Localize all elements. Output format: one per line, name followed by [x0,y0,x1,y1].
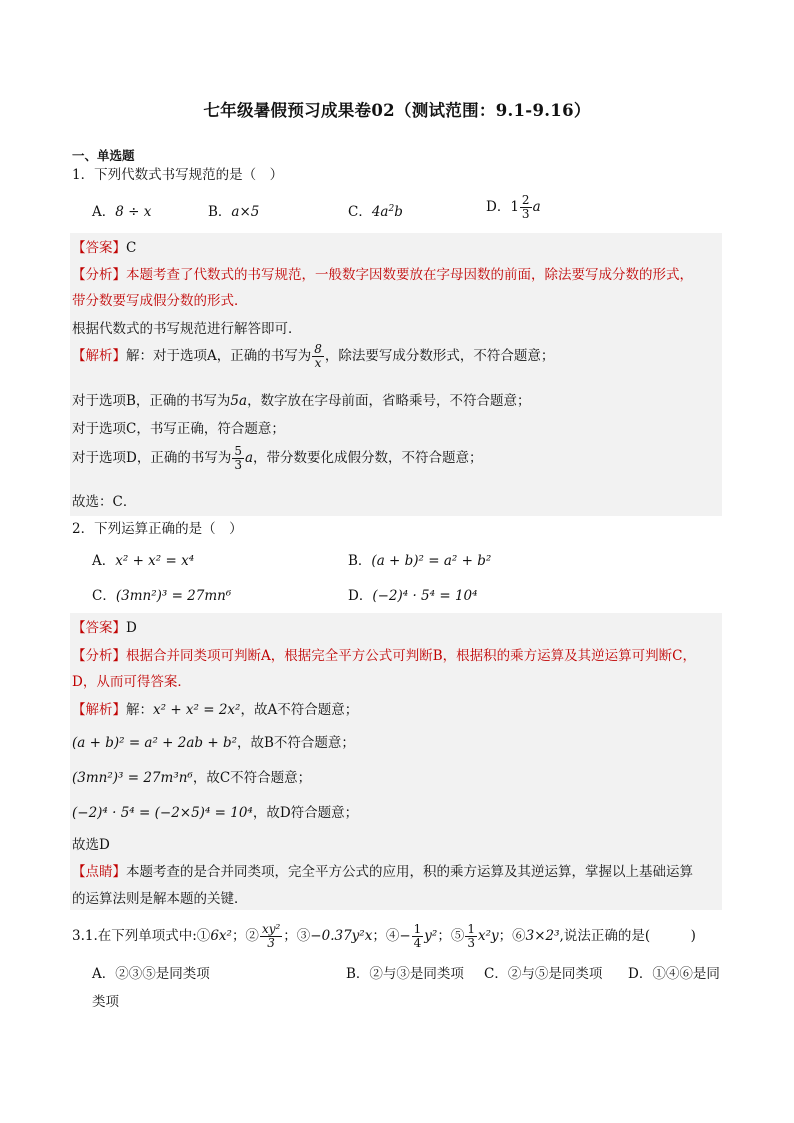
q2-option-b: B．(a + b)² = a² + b² [348,553,492,569]
q2-solution-3: (3mn²)³ = 27m³n⁶，故C不符合题意； [72,770,312,786]
q3-option-b: B．②与③是同类项 [346,966,464,982]
question-2-stem: 2．下列运算正确的是（ ） [72,521,243,537]
q3-option-a: A．②③⑤是同类项 [92,966,210,982]
q2-solution-1: 【解析】解：x² + x² = 2x²，故A不符合题意； [72,702,359,718]
q3-option-d-cont: 类项 [92,994,119,1010]
q2-solution-4: (−2)⁴ · 5⁴ = (−2×5)⁴ = 10⁴，故D符合题意； [72,805,359,821]
q2-analysis-1: 【分析】根据合并同类项可判断A，根据完全平方公式可判断B，根据积的乘方运算及其逆运算可判断C， [72,648,696,664]
q3-option-d: D．①④⑥是同 [628,966,720,982]
question-1-stem: 1．下列代数式书写规范的是（ ） [72,167,284,183]
page-title: 七年级暑假预习成果卷02（测试范围：9.1-9.16） [203,101,591,120]
q2-option-a: A．x² + x² = x⁴ [92,553,195,569]
q2-comment-1: 【点睛】本题考查的是合并同类项，完全平方公式的应用，积的乘方运算及其逆运算，掌握以上基础运算 [72,864,693,880]
q1-analysis-2: 带分数要写成假分数的形式． [72,293,248,309]
q2-solution-2: (a + b)² = a² + 2ab + b²，故B不符合题意； [72,735,355,751]
q1-solution-1: 【解析】解：对于选项A，正确的书写为 $\frac{8}{x}$ ，除法要写成分数形式，不符合题意； [72,342,555,370]
q3-option-c: C．②与⑤是同类项 [484,966,603,982]
q1-solution-5: 故选：C． [72,494,137,510]
q2-comment-2: 的运算法则是解本题的关键． [72,891,248,907]
q1-option-b: B．a×5 [208,204,260,220]
q1-option-a: A．8 ÷ x [92,204,152,220]
q2-option-c: C．(3mn²)³ = 27mn⁶ [92,588,232,604]
q1-answer-block [70,233,722,516]
q1-option-d: D．1 $\frac{2}{3}$ a [486,193,541,221]
q1-answer: 【答案】C [72,240,137,256]
q2-solution-5: 故选D [72,837,110,853]
section-heading: 一、单选题 [72,148,135,163]
q1-analysis-3: 根据代数式的书写规范进行解答即可． [72,321,302,337]
q2-answer: 【答案】D [72,620,137,636]
q1-option-c: C．$4a^2b$ [348,204,403,220]
question-3-stem: 3.1.在下列单项式中:①6x²；② $\frac{\text{xy²}}{3}$ ；③−0.37y²x；④− $\frac{1}{4}$ y²；⑤ $\frac{1}{3}$ x²y；⑥3×2³,说法正确的是( ) [72,922,696,950]
q2-answer-block [70,613,722,910]
q1-solution-3: 对于选项C，书写正确，符合题意； [72,421,285,437]
q2-analysis-2: D，从而可得答案． [72,674,191,690]
q1-solution-2: 对于选项B，正确的书写为5a，数字放在字母前面，省略乘号，不符合题意； [72,393,531,409]
q1-solution-4: 对于选项D，正确的书写为 $\frac{5}{3}$ a，带分数要化成假分数，不符合题意； [72,444,483,472]
q1-analysis-1: 【分析】本题考查了代数式的书写规范，一般数字因数要放在字母因数的前面，除法要写成分数的形式， [72,267,693,283]
q2-option-d: D．(−2)⁴ · 5⁴ = 10⁴ [348,588,478,604]
